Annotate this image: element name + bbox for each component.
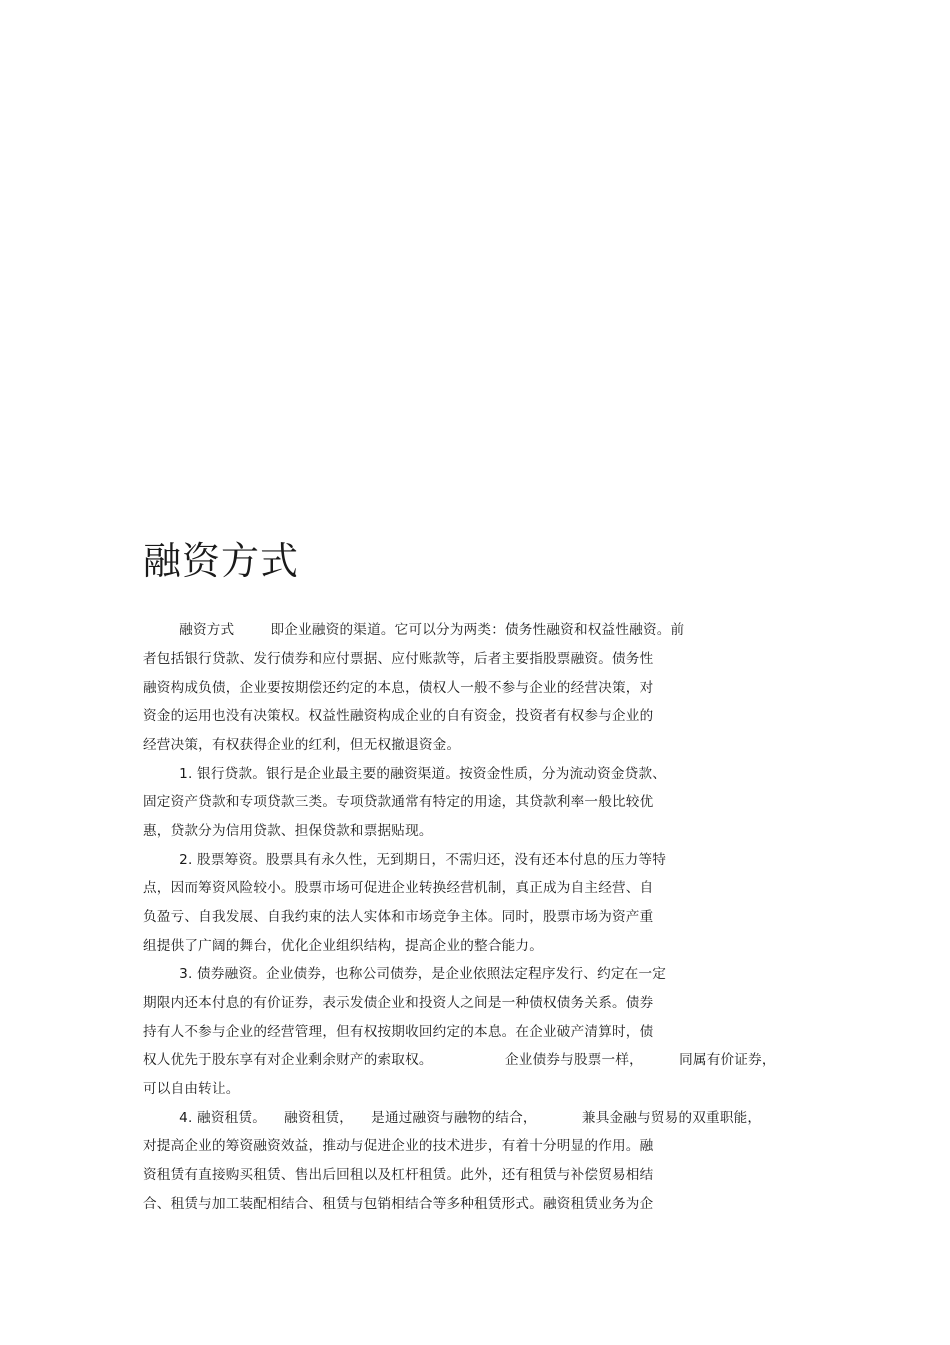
text-line: 期限内还本付息的有价证券，表示发债企业和投资人之间是一种债权债务关系。债券 bbox=[143, 995, 654, 1011]
text-line: 惠，贷款分为信用贷款、担保贷款和票据贴现。 bbox=[143, 823, 433, 839]
text-line: 持有人不参与企业的经营管理，但有权按期收回约定的本息。在企业破产清算时，债 bbox=[143, 1024, 654, 1040]
text-line: 资租赁有直接购买租赁、售出后回租以及杠杆租赁。此外，还有租赁与补偿贸易相结 bbox=[143, 1167, 654, 1183]
text-line: 权人优先于股东享有对企业剩余财产的索取权。 企业债券与股票一样， 同属有价证券， bbox=[143, 1052, 776, 1068]
text-line: 3. 债券融资。企业债券，也称公司债券，是企业依照法定程序发行、约定在一定 bbox=[143, 966, 667, 982]
text-line: 组提供了广阔的舞台，优化企业组织结构，提高企业的整合能力。 bbox=[143, 938, 544, 954]
text-line: 合、租赁与加工装配相结合、租赁与包销相结合等多种租赁形式。融资租赁业务为企 bbox=[143, 1196, 654, 1212]
text-line: 可以自由转让。 bbox=[143, 1081, 240, 1097]
text-line: 经营决策，有权获得企业的红利，但无权撤退资金。 bbox=[143, 737, 461, 753]
text-line: 点，因而筹资风险较小。股票市场可促进企业转换经营机制，真正成为自主经营、自 bbox=[143, 880, 654, 896]
text-line: 融资方式 即企业融资的渠道。它可以分为两类：债务性融资和权益性融资。前 bbox=[143, 622, 685, 638]
text-line: 4. 融资租赁。 融资租赁， 是通过融资与融物的结合， 兼具金融与贸易的双重职能， bbox=[143, 1110, 762, 1126]
text-line: 对提高企业的筹资融资效益，推动与促进企业的技术进步，有着十分明显的作用。融 bbox=[143, 1138, 654, 1154]
page-title: 融资方式 bbox=[143, 539, 300, 583]
text-line: 资金的运用也没有决策权。权益性融资构成企业的自有资金，投资者有权参与企业的 bbox=[143, 708, 654, 724]
text-line: 融资构成负债，企业要按期偿还约定的本息，债权人一般不参与企业的经营决策，对 bbox=[143, 680, 654, 696]
text-line: 2. 股票筹资。股票具有永久性，无到期日，不需归还，没有还本付息的压力等特 bbox=[143, 852, 667, 868]
text-line: 负盈亏、自我发展、自我约束的法人实体和市场竞争主体。同时，股票市场为资产重 bbox=[143, 909, 654, 925]
text-line: 固定资产贷款和专项贷款三类。专项贷款通常有特定的用途，其贷款利率一般比较优 bbox=[143, 794, 654, 810]
text-line: 者包括银行贷款、发行债券和应付票据、应付账款等，后者主要指股票融资。债务性 bbox=[143, 651, 654, 667]
text-line: 1. 银行贷款。银行是企业最主要的融资渠道。按资金性质，分为流动资金贷款、 bbox=[143, 766, 667, 782]
